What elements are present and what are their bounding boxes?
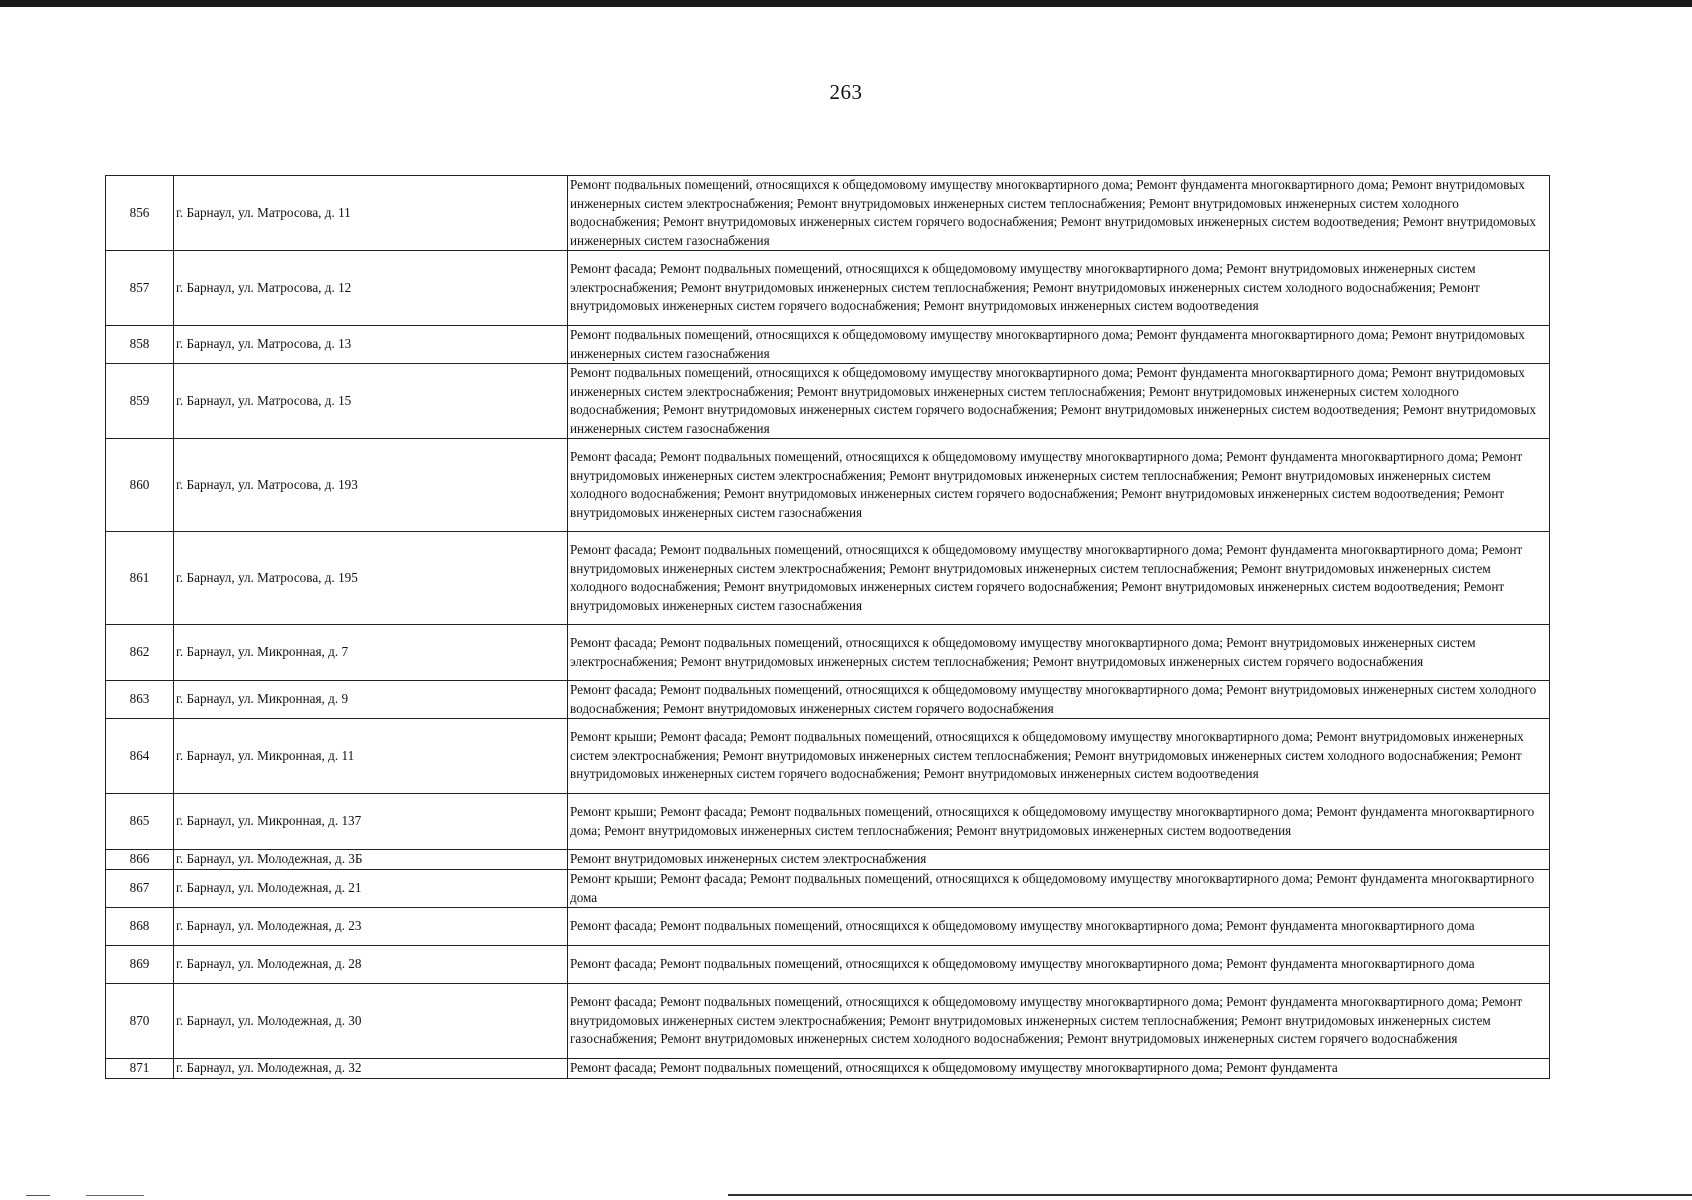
table-row <box>106 908 1550 946</box>
repair-works-list: Ремонт фасада; Ремонт подвальных помещений, относящихся к общедомовому имуществу многоквартирного дома; Ремонт фундамента <box>568 1059 1550 1079</box>
building-address: г. Барнаул, ул. Матросова, д. 11 <box>174 176 568 251</box>
row-number: 863 <box>106 681 174 719</box>
building-address: г. Барнаул, ул. Микронная, д. 9 <box>174 681 568 719</box>
table-row <box>106 681 1550 719</box>
row-number: 864 <box>106 719 174 794</box>
table-row <box>106 625 1550 681</box>
building-address: г. Барнаул, ул. Матросова, д. 195 <box>174 532 568 625</box>
building-address: г. Барнаул, ул. Матросова, д. 193 <box>174 439 568 532</box>
repair-works-list: Ремонт фасада; Ремонт подвальных помещений, относящихся к общедомовому имуществу многоквартирного дома; Ремонт фундамента многоквартирного дома <box>568 908 1550 946</box>
building-address: г. Барнаул, ул. Молодежная, д. 23 <box>174 908 568 946</box>
building-address: г. Барнаул, ул. Молодежная, д. 21 <box>174 870 568 908</box>
row-number: 868 <box>106 908 174 946</box>
row-number: 858 <box>106 326 174 364</box>
table-row <box>106 850 1550 870</box>
row-number: 866 <box>106 850 174 870</box>
table-row <box>106 719 1550 794</box>
repair-works-list: Ремонт фасада; Ремонт подвальных помещений, относящихся к общедомовому имуществу многоквартирного дома; Ремонт внутридомовых инженерных систем холодного водоснабжения; Ремонт внутридомовых инженерных систем горячего водоснабжения <box>568 681 1550 719</box>
repair-works-list: Ремонт подвальных помещений, относящихся к общедомовому имуществу многоквартирного дома; Ремонт фундамента многоквартирного дома; Ремонт внутридомовых инженерных систем электроснабжения; Ремонт внутридомовых инженерных систем теплоснабжения; Ремонт внутридомовых инженерных систем холодного водоснабжения; Ремонт внутридомовых инженерных систем горячего водоснабжения; Ремонт внутридомовых инженерных систем водоотведения; Ремонт внутридомовых инженерных систем газоснабжения <box>568 176 1550 251</box>
repair-works-list: Ремонт фасада; Ремонт подвальных помещений, относящихся к общедомовому имуществу многоквартирного дома; Ремонт внутридомовых инженерных систем электроснабжения; Ремонт внутридомовых инженерных систем теплоснабжения; Ремонт внутридомовых инженерных систем горячего водоснабжения <box>568 625 1550 681</box>
table-row <box>106 870 1550 908</box>
building-address: г. Барнаул, ул. Молодежная, д. 28 <box>174 946 568 984</box>
building-address: г. Барнаул, ул. Молодежная, д. 30 <box>174 984 568 1059</box>
scan-edge-mark <box>26 1195 50 1196</box>
scan-edge-mark <box>86 1195 144 1196</box>
building-address: г. Барнаул, ул. Матросова, д. 15 <box>174 364 568 439</box>
table-row <box>106 364 1550 439</box>
table-row <box>106 176 1550 251</box>
repair-works-table <box>105 175 1550 1079</box>
row-number: 859 <box>106 364 174 439</box>
row-number: 869 <box>106 946 174 984</box>
bottom-border-rule <box>728 1194 1692 1196</box>
building-address: г. Барнаул, ул. Микронная, д. 137 <box>174 794 568 850</box>
row-number: 867 <box>106 870 174 908</box>
table-row <box>106 439 1550 532</box>
row-number: 865 <box>106 794 174 850</box>
repair-works-list: Ремонт внутридомовых инженерных систем электроснабжения <box>568 850 1550 870</box>
page-number: 263 <box>829 80 863 104</box>
repair-works-list: Ремонт крыши; Ремонт фасада; Ремонт подвальных помещений, относящихся к общедомовому имуществу многоквартирного дома; Ремонт фундамента многоквартирного дома <box>568 870 1550 908</box>
table-row <box>106 251 1550 326</box>
table-row <box>106 946 1550 984</box>
building-address: г. Барнаул, ул. Матросова, д. 12 <box>174 251 568 326</box>
row-number: 870 <box>106 984 174 1059</box>
top-border-rule <box>0 0 1692 7</box>
table-row <box>106 1059 1550 1079</box>
table-row <box>106 794 1550 850</box>
building-address: г. Барнаул, ул. Молодежная, д. 32 <box>174 1059 568 1079</box>
repair-works-list: Ремонт крыши; Ремонт фасада; Ремонт подвальных помещений, относящихся к общедомовому имуществу многоквартирного дома; Ремонт фундамента многоквартирного дома; Ремонт внутридомовых инженерных систем теплоснабжения; Ремонт внутридомовых инженерных систем водоотведения <box>568 794 1550 850</box>
table-row <box>106 326 1550 364</box>
repair-works-list: Ремонт фасада; Ремонт подвальных помещений, относящихся к общедомовому имуществу многоквартирного дома; Ремонт фундамента многоквартирного дома; Ремонт внутридомовых инженерных систем электроснабжения; Ремонт внутридомовых инженерных систем теплоснабжения; Ремонт внутридомовых инженерных систем газоснабжения; Ремонт внутридомовых инженерных систем холодного водоснабжения; Ремонт внутридомовых инженерных систем горячего водоснабжения <box>568 984 1550 1059</box>
repair-works-list: Ремонт подвальных помещений, относящихся к общедомовому имуществу многоквартирного дома; Ремонт фундамента многоквартирного дома; Ремонт внутридомовых инженерных систем электроснабжения; Ремонт внутридомовых инженерных систем теплоснабжения; Ремонт внутридомовых инженерных систем холодного водоснабжения; Ремонт внутридомовых инженерных систем горячего водоснабжения; Ремонт внутридомовых инженерных систем водоотведения; Ремонт внутридомовых инженерных систем газоснабжения <box>568 364 1550 439</box>
building-address: г. Барнаул, ул. Матросова, д. 13 <box>174 326 568 364</box>
building-address: г. Барнаул, ул. Микронная, д. 7 <box>174 625 568 681</box>
building-address: г. Барнаул, ул. Молодежная, д. 3Б <box>174 850 568 870</box>
repair-works-list: Ремонт крыши; Ремонт фасада; Ремонт подвальных помещений, относящихся к общедомовому имуществу многоквартирного дома; Ремонт внутридомовых инженерных систем электроснабжения; Ремонт внутридомовых инженерных систем теплоснабжения; Ремонт внутридомовых инженерных систем холодного водоснабжения; Ремонт внутридомовых инженерных систем горячего водоснабжения; Ремонт внутридомовых инженерных систем водоотведения <box>568 719 1550 794</box>
row-number: 856 <box>106 176 174 251</box>
repair-works-list: Ремонт фасада; Ремонт подвальных помещений, относящихся к общедомовому имуществу многоквартирного дома; Ремонт фундамента многоквартирного дома <box>568 946 1550 984</box>
row-number: 861 <box>106 532 174 625</box>
repair-works-list: Ремонт фасада; Ремонт подвальных помещений, относящихся к общедомовому имуществу многоквартирного дома; Ремонт внутридомовых инженерных систем электроснабжения; Ремонт внутридомовых инженерных систем теплоснабжения; Ремонт внутридомовых инженерных систем холодного водоснабжения; Ремонт внутридомовых инженерных систем горячего водоснабжения; Ремонт внутридомовых инженерных систем водоотведения <box>568 251 1550 326</box>
row-number: 871 <box>106 1059 174 1079</box>
row-number: 860 <box>106 439 174 532</box>
repair-works-list: Ремонт фасада; Ремонт подвальных помещений, относящихся к общедомовому имуществу многоквартирного дома; Ремонт фундамента многоквартирного дома; Ремонт внутридомовых инженерных систем электроснабжения; Ремонт внутридомовых инженерных систем теплоснабжения; Ремонт внутридомовых инженерных систем холодного водоснабжения; Ремонт внутридомовых инженерных систем горячего водоснабжения; Ремонт внутридомовых инженерных систем водоотведения; Ремонт внутридомовых инженерных систем газоснабжения <box>568 439 1550 532</box>
building-address: г. Барнаул, ул. Микронная, д. 11 <box>174 719 568 794</box>
repair-works-list: Ремонт подвальных помещений, относящихся к общедомовому имуществу многоквартирного дома; Ремонт фундамента многоквартирного дома; Ремонт внутридомовых инженерных систем газоснабжения <box>568 326 1550 364</box>
table-row <box>106 984 1550 1059</box>
table-row <box>106 532 1550 625</box>
repair-works-list: Ремонт фасада; Ремонт подвальных помещений, относящихся к общедомовому имуществу многоквартирного дома; Ремонт фундамента многоквартирного дома; Ремонт внутридомовых инженерных систем электроснабжения; Ремонт внутридомовых инженерных систем теплоснабжения; Ремонт внутридомовых инженерных систем холодного водоснабжения; Ремонт внутридомовых инженерных систем горячего водоснабжения; Ремонт внутридомовых инженерных систем водоотведения; Ремонт внутридомовых инженерных систем газоснабжения <box>568 532 1550 625</box>
row-number: 862 <box>106 625 174 681</box>
row-number: 857 <box>106 251 174 326</box>
